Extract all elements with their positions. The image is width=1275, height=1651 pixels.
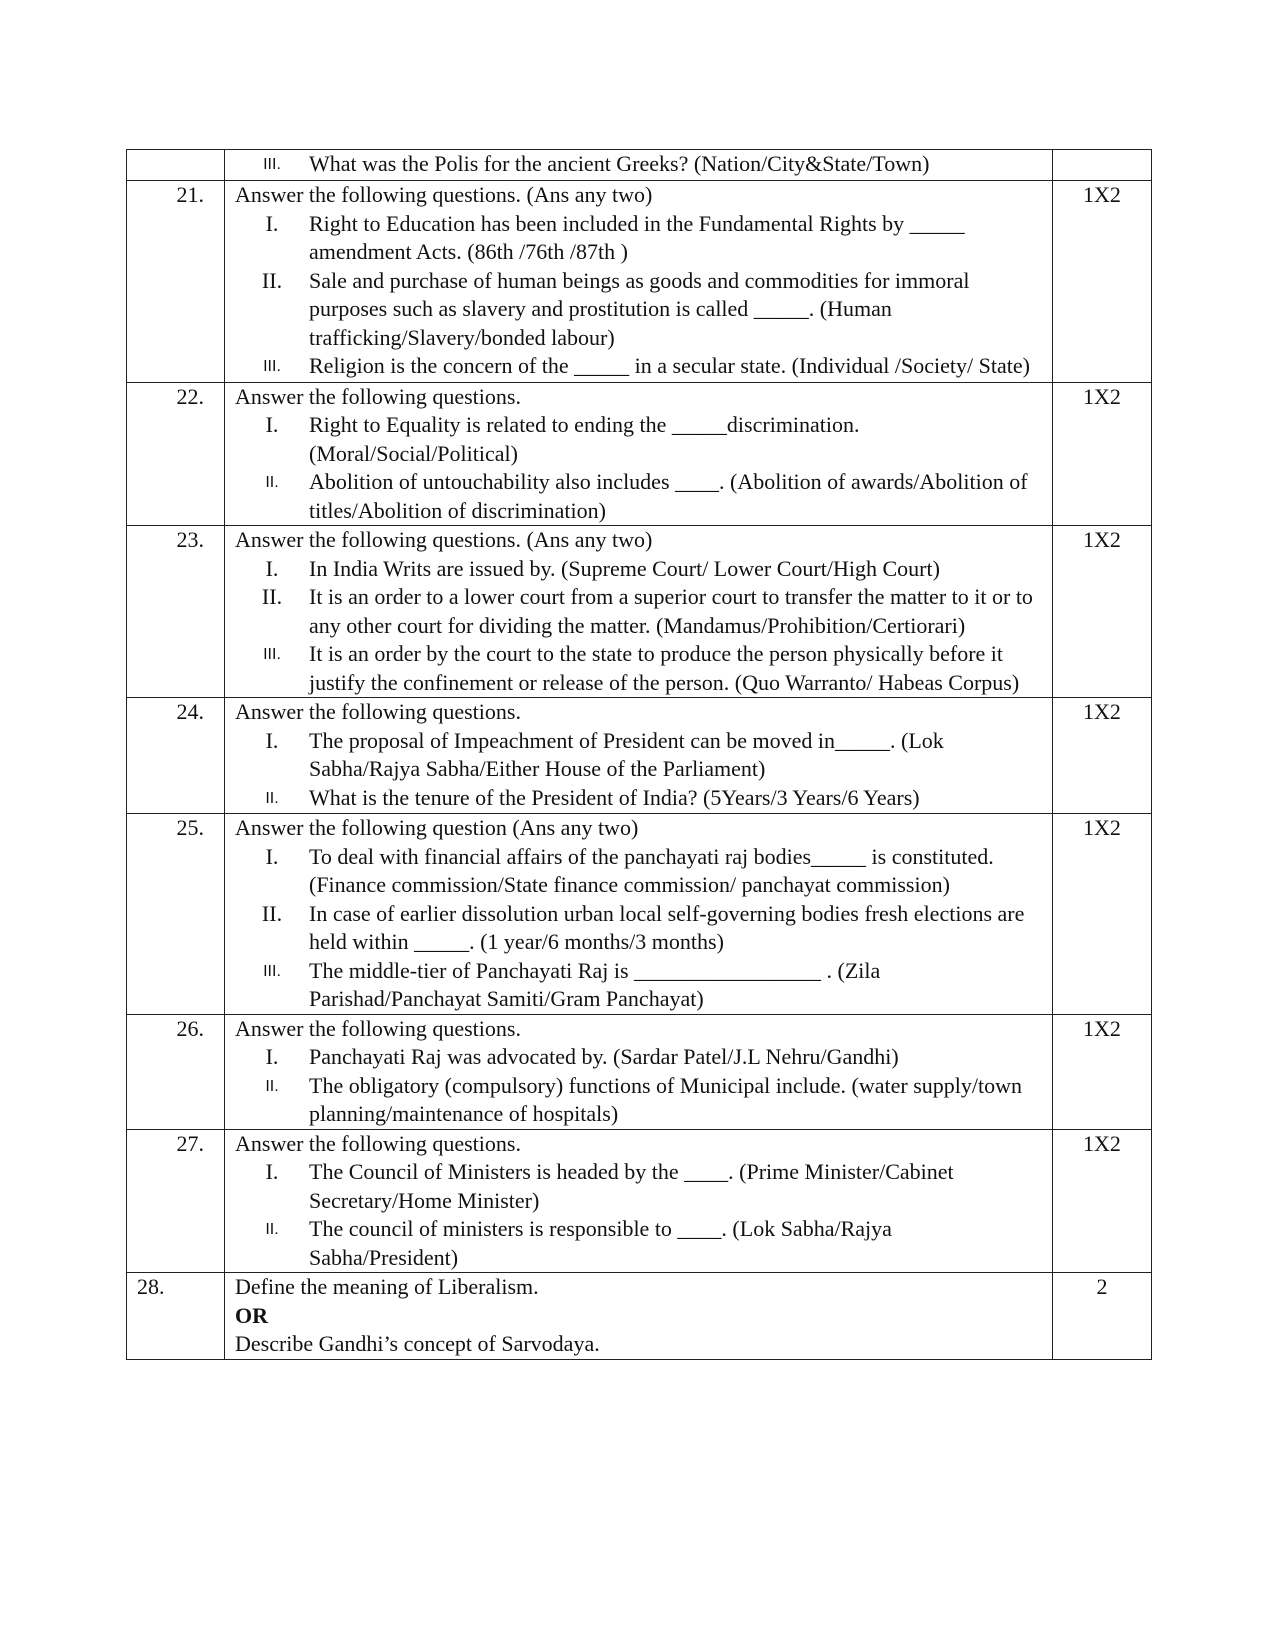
question-heading: Answer the following questions. (Ans any two) xyxy=(235,527,653,552)
sub-question xyxy=(235,352,1044,382)
sub-question-label: I. xyxy=(265,412,279,437)
sub-question-text: The middle-tier of Panchayati Raj is _________________ . (Zila Parishad/Panchayat Samiti/Gram Panchayat) xyxy=(309,957,881,1011)
question-number: 24. xyxy=(127,698,225,814)
question-row-22 xyxy=(127,382,1152,526)
question-table-body xyxy=(127,150,1152,1360)
question-text-cell xyxy=(225,698,1053,814)
sub-question-label: III. xyxy=(263,156,281,173)
marks-cell: 1X2 xyxy=(1053,1129,1152,1273)
question-heading: Answer the following questions. xyxy=(235,699,521,724)
marks-cell: 1X2 xyxy=(1053,382,1152,526)
sub-question xyxy=(235,267,1044,353)
sub-question-label: I. xyxy=(265,843,279,869)
sub-question-label: II. xyxy=(265,1077,279,1095)
question-number: 21. xyxy=(127,181,225,383)
sub-question-label: III. xyxy=(263,358,281,375)
sub-question-text: It is an order to a lower court from a superior court to transfer the matter to it or to any other court for dividing the matter. (Mandamus/Prohibition/Certiorari) xyxy=(309,584,1033,638)
marks-cell: 1X2 xyxy=(1053,526,1152,698)
sub-question-label: III. xyxy=(263,646,281,663)
question-row-24 xyxy=(127,698,1152,814)
question-number: 25. xyxy=(127,814,225,1015)
sub-question xyxy=(235,1215,1044,1272)
sub-question xyxy=(235,583,1044,640)
sub-question-text: In case of earlier dissolution urban local self-governing bodies fresh elections are held within _____. (1 year/6 months/3 months) xyxy=(309,900,1025,954)
question-row-28 xyxy=(127,1273,1152,1360)
sub-question-text: To deal with financial affairs of the panchayati raj bodies_____ is constituted. (Finance commission/State finance commission/ panchayat commission) xyxy=(309,843,994,897)
question-heading: Answer the following question (Ans any two) xyxy=(235,815,639,840)
sub-question-text: Panchayati Raj was advocated by. (Sardar Patel/J.L Nehru/Gandhi) xyxy=(309,1044,899,1069)
sub-question xyxy=(235,1072,1044,1129)
sub-question-label: I. xyxy=(265,1044,279,1069)
sub-question xyxy=(235,900,1044,957)
question-number xyxy=(127,150,225,181)
sub-question xyxy=(235,727,1044,784)
sub-question xyxy=(235,468,1044,525)
sub-question-text: In India Writs are issued by. (Supreme Court/ Lower Court/High Court) xyxy=(309,555,940,581)
question-text-cell xyxy=(225,1014,1053,1129)
question-row-25 xyxy=(127,814,1152,1015)
sub-question xyxy=(235,640,1044,697)
marks-cell: 1X2 xyxy=(1053,1014,1152,1129)
sub-question-text: Religion is the concern of the _____ in a secular state. (Individual /Society/ State) xyxy=(309,353,1030,378)
sub-question-label: II. xyxy=(265,1221,279,1238)
question-row-continued xyxy=(127,150,1152,181)
question-table xyxy=(126,149,1152,1360)
sub-question-label: II. xyxy=(261,267,283,293)
sub-question-text: What is the tenure of the President of India? (5Years/3 Years/6 Years) xyxy=(309,784,920,810)
sub-question xyxy=(235,1043,1044,1072)
question-text-cell xyxy=(225,382,1053,526)
question-text-cell xyxy=(225,1129,1053,1273)
question-number: 26. xyxy=(127,1014,225,1129)
question-heading: Answer the following questions. xyxy=(235,1015,521,1041)
question-heading: Answer the following questions. xyxy=(235,1130,521,1156)
marks-cell: 1X2 xyxy=(1053,698,1152,814)
marks-cell: 1X2 xyxy=(1053,181,1152,383)
sub-question xyxy=(235,411,1044,468)
question-text-cell xyxy=(225,814,1053,1015)
sub-question-text: The proposal of Impeachment of President can be moved in_____. (Lok Sabha/Rajya Sabha/Either House of the Parliament) xyxy=(309,727,944,781)
question-number: 22. xyxy=(127,382,225,526)
sub-question-label: II. xyxy=(261,584,283,609)
or-label: OR xyxy=(235,1302,268,1328)
sub-question-label: III. xyxy=(263,962,281,980)
sub-question-text: Right to Education has been included in the Fundamental Rights by _____ amendment Acts. (86th /76th /87th ) xyxy=(309,210,965,264)
sub-question-label: II. xyxy=(265,474,279,491)
question-row-27 xyxy=(127,1129,1152,1273)
question-heading: Answer the following questions. xyxy=(235,383,521,409)
sub-question-label: I. xyxy=(265,1159,279,1184)
question-text: Define the meaning of Liberalism. xyxy=(235,1274,539,1299)
marks-cell: 2 xyxy=(1053,1273,1152,1360)
question-number: 28. xyxy=(127,1273,225,1360)
sub-question xyxy=(235,210,1044,267)
sub-question-label: II. xyxy=(265,789,279,807)
sub-question-text: The obligatory (compulsory) functions of Municipal include. (water supply/town planning/maintenance of hospitals) xyxy=(309,1072,1023,1126)
sub-question-label: I. xyxy=(265,555,279,581)
question-text-cell xyxy=(225,181,1053,383)
sub-question-label: I. xyxy=(265,210,279,236)
question-text-cell xyxy=(225,526,1053,698)
marks-cell xyxy=(1053,150,1152,181)
question-row-21 xyxy=(127,181,1152,383)
sub-question-text: It is an order by the court to the state to produce the person physically before it justify the confinement or release of the person. (Quo Warranto/ Habeas Corpus) xyxy=(309,641,1020,695)
question-row-23 xyxy=(127,526,1152,698)
sub-question xyxy=(235,957,1044,1014)
question-heading: Answer the following questions. (Ans any two) xyxy=(235,182,653,207)
sub-question-text: Sale and purchase of human beings as goods and commodities for immoral purposes such as slavery and prostitution is called _____. (Human trafficking/Slavery/bonded labour) xyxy=(309,267,970,350)
sub-question xyxy=(235,555,1044,584)
sub-question-label: I. xyxy=(265,727,279,753)
marks-cell: 1X2 xyxy=(1053,814,1152,1015)
question-row-26 xyxy=(127,1014,1152,1129)
question-text-cell xyxy=(225,1273,1053,1360)
question-number: 23. xyxy=(127,526,225,698)
question-number: 27. xyxy=(127,1129,225,1273)
sub-question-text: Right to Equality is related to ending the _____discrimination. (Moral/Social/Political) xyxy=(309,412,860,466)
sub-question-label: II. xyxy=(261,900,283,926)
sub-question xyxy=(235,843,1044,900)
sub-question xyxy=(235,150,1044,180)
sub-question-text: The council of ministers is responsible to ____. (Lok Sabha/Rajya Sabha/President) xyxy=(309,1216,892,1270)
sub-question-text: The Council of Ministers is headed by the ____. (Prime Minister/Cabinet Secretary/Home Minister) xyxy=(309,1159,954,1213)
sub-question-text: What was the Polis for the ancient Greeks? (Nation/City&State/Town) xyxy=(309,151,930,176)
question-text-cell xyxy=(225,150,1053,181)
sub-question-text: Abolition of untouchability also includes ____. (Abolition of awards/Abolition of titles/Abolition of discrimination) xyxy=(309,469,1028,523)
sub-question xyxy=(235,784,1044,814)
question-text-alternative: Describe Gandhi’s concept of Sarvodaya. xyxy=(235,1331,600,1356)
sub-question xyxy=(235,1158,1044,1215)
